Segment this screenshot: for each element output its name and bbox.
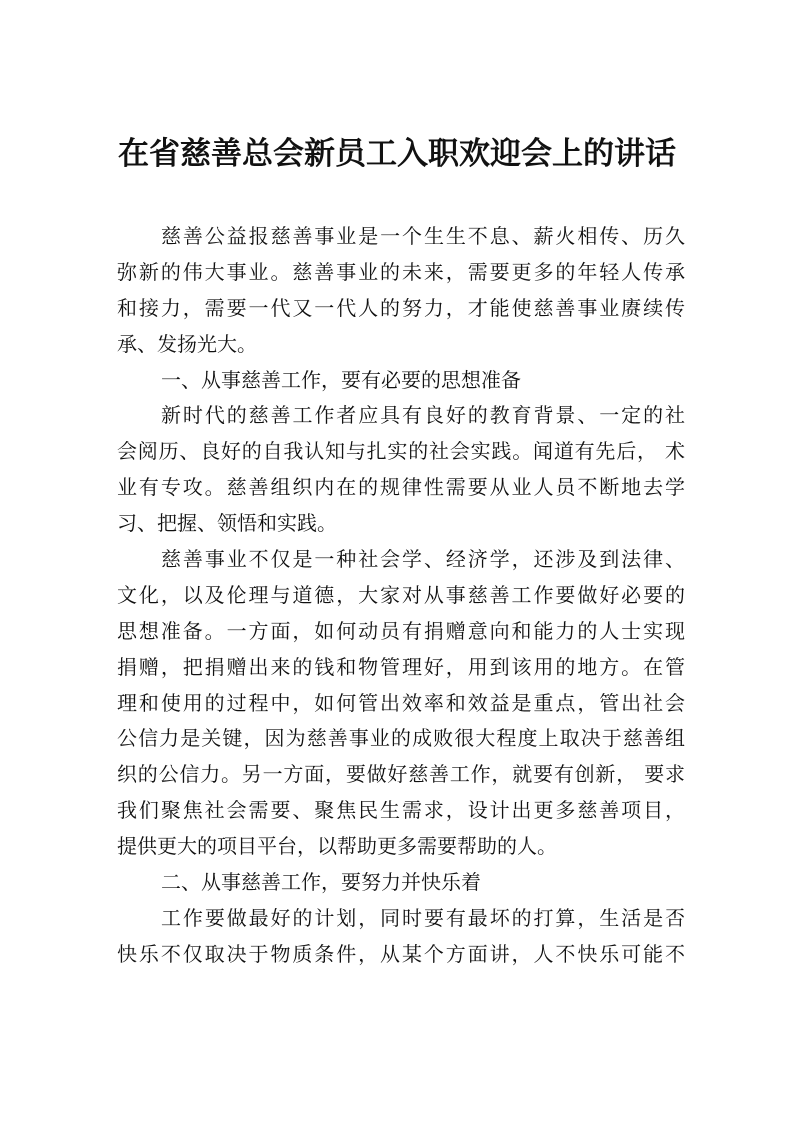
paragraph-line: 承、发扬光大。 xyxy=(117,331,257,356)
paragraph-line: 慈善事业不仅是一种社会学、经济学，还涉及到法律、 xyxy=(161,547,685,572)
paragraph-line: 和接力，需要一代又一代人的努力，才能使慈善事业赓续传 xyxy=(117,295,685,320)
paragraph-line: 快乐不仅取决于物质条件，从某个方面讲，人不快乐可能不 xyxy=(117,941,685,966)
paragraph-line: 习、把握、领悟和实践。 xyxy=(117,511,337,536)
paragraph-line: 提供更大的项目平台，以帮助更多需要帮助的人。 xyxy=(117,834,557,859)
section-heading: 二、从事慈善工作，要努力并快乐着 xyxy=(161,870,481,895)
section-heading: 一、从事慈善工作，要有必要的思想准备 xyxy=(161,367,521,392)
paragraph-line: 新时代的慈善工作者应具有良好的教育背景、一定的社 xyxy=(161,403,685,428)
paragraph-line: 文化，以及伦理与道德，大家对从事慈善工作要做好必要的 xyxy=(117,582,685,607)
paragraph-line: 工作要做最好的计划，同时要有最坏的打算，生活是否 xyxy=(161,905,685,930)
paragraph-line: 公信力是关键，因为慈善事业的成败很大程度上取决于慈善组 xyxy=(117,726,685,751)
paragraph-line: 捐赠，把捐赠出来的钱和物管理好，用到该用的地方。在管 xyxy=(117,654,685,679)
paragraph-line: 我们聚焦社会需要、聚焦民生需求，设计出更多慈善项目， xyxy=(117,798,685,823)
paragraph-line: 业有专攻。慈善组织内在的规律性需要从业人员不断地去学 xyxy=(117,475,685,500)
paragraph-line: 慈善公益报慈善事业是一个生生不息、薪火相传、历久 xyxy=(161,224,685,248)
document-title: 在省慈善总会新员工入职欢迎会上的讲话 xyxy=(118,136,676,172)
document-body xyxy=(117,219,685,973)
paragraph-line: 弥新的伟大事业。慈善事业的未来，需要更多的年轻人传承 xyxy=(117,259,685,284)
paragraph-line: 织的公信力。另一方面，要做好慈善工作，就要有创新， 要求 xyxy=(117,762,685,787)
paragraph-line: 会阅历、良好的自我认知与扎实的社会实践。闻道有先后， 术 xyxy=(117,439,685,464)
paragraph-line: 思想准备。一方面，如何动员有捐赠意向和能力的人士实现 xyxy=(117,618,685,643)
paragraph-line: 理和使用的过程中，如何管出效率和效益是重点，管出社会 xyxy=(117,690,685,715)
